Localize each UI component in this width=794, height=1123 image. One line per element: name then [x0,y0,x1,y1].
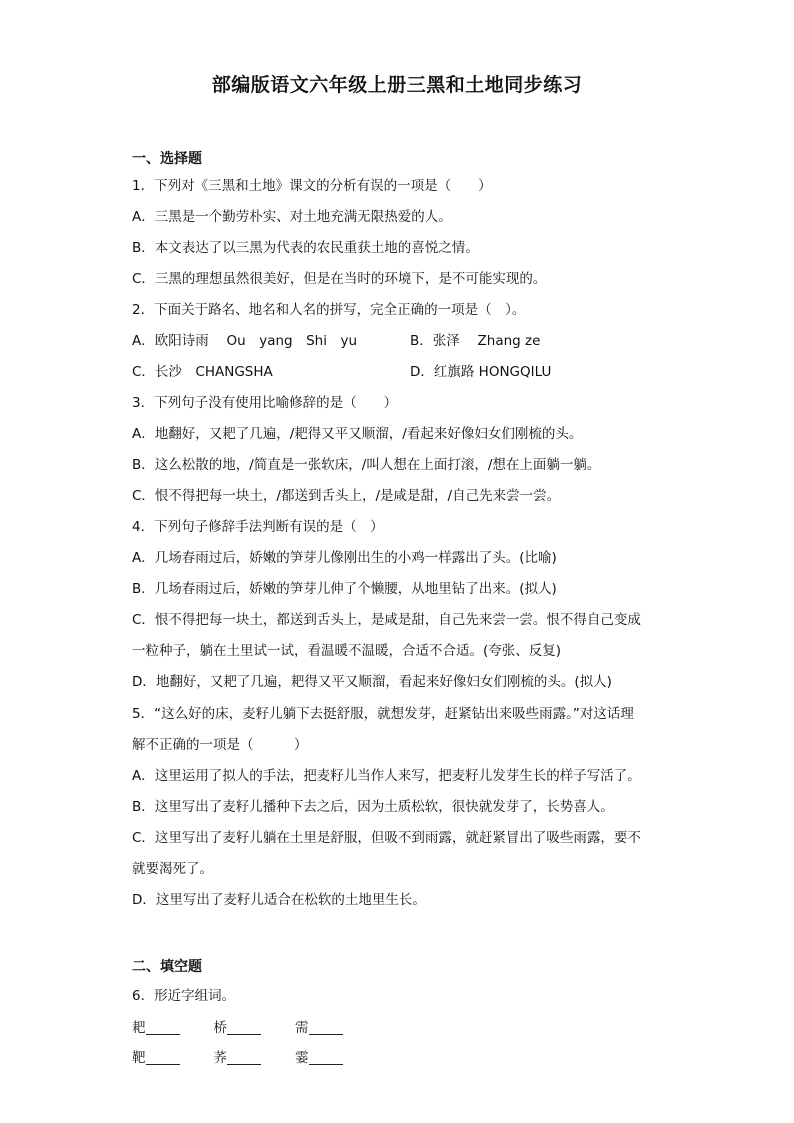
q6-char: 靶 [132,1050,146,1066]
q4-option-c-line2: 一粒种子，躺在土里试一试，看温暖不温暖，合适不合适。(夸张、反复) [132,643,562,659]
q3-option-b: B．这么松散的地，/简直是一张软床，/叫人想在上面打滚，/想在上面躺一躺。 [132,457,601,473]
q4-option-b: B．几场春雨过后，娇嫩的笋芽儿伸了个懒腰，从地里钻了出来。(拟人) [132,581,557,597]
q5-option-c-line2: 就要渴死了。 [132,861,213,877]
q6-char: 需 [295,1020,309,1036]
q1-stem: 1．下列对《三黑和土地》课文的分析有误的一项是（ ） [132,178,492,194]
q6-char: 霎 [295,1050,309,1066]
q2-option-d: D．红旗路 HONGQILU [410,364,552,380]
q5-option-d: D．这里写出了麦籽儿适合在松软的土地里生长。 [132,892,426,908]
q6-blank[interactable] [227,1050,261,1065]
q3-option-a: A．地翻好，又耙了几遍，/耙得又平又顺溜，/看起来好像妇女们刚梳的头。 [132,426,583,442]
q2-option-b: B．张泽 Zhang ze [410,333,541,349]
q4-option-a: A．几场春雨过后，娇嫩的笋芽儿像刚出生的小鸡一样露出了头。(比喻) [132,550,557,566]
q6-blank[interactable] [227,1020,261,1035]
q6-char: 荞 [213,1050,227,1066]
q4-stem: 4．下列句子修辞手法判断有误的是（ ） [132,519,384,535]
q6-row2 [132,1046,377,1066]
q6-blank[interactable] [146,1050,180,1065]
q6-char: 桥 [213,1020,227,1036]
q5-option-c-line1: C．这里写出了麦籽儿躺在土里是舒服，但吸不到雨露，就赶紧冒出了吸些雨露，要不 [132,830,641,846]
q6-char: 耙 [132,1020,146,1036]
q6-blank[interactable] [146,1020,180,1035]
q2-stem: 2．下面关于路名、地名和人名的拼写，完全正确的一项是（ ）。 [132,302,526,318]
page-title: 部编版语文六年级上册三黑和土地同步练习 [211,74,583,96]
section-choice-heading: 一、选择题 [132,151,202,167]
q5-option-b: B．这里写出了麦籽儿播种下去之后，因为土质松软，很快就发芽了，长势喜人。 [132,799,614,815]
q2-options-row2 [132,360,552,380]
q1-option-b: B．本文表达了以三黑为代表的农民重获土地的喜悦之情。 [132,240,479,256]
q3-option-c: C．恨不得把每一块土，/都送到舌头上，/是咸是甜，/自己先来尝一尝。 [132,488,561,504]
q4-option-c-line1: C．恨不得把每一块土，都送到舌头上，是咸是甜，自己先来尝一尝。恨不得自己变成 [132,612,641,628]
q2-options-row1 [132,329,541,349]
q1-option-a: A．三黑是一个勤劳朴实、对土地充满无限热爱的人。 [132,209,452,225]
q5-option-a: A．这里运用了拟人的手法，把麦籽儿当作人来写，把麦籽儿发芽生长的样子写活了。 [132,768,641,784]
q1-option-c: C．三黑的理想虽然很美好，但是在当时的环境下，是不可能实现的。 [132,271,547,287]
q2-option-c: C．长沙 CHANGSHA [132,364,273,380]
q5-stem-line1: 5．“这么好的床，麦籽儿躺下去挺舒服，就想发芽，赶紧钻出来吸些雨露。”对这话理 [132,706,634,722]
q6-blank[interactable] [309,1050,343,1065]
q6-blank[interactable] [309,1020,343,1035]
section-fill-heading: 二、填空题 [132,959,202,975]
q4-option-d: D．地翻好，又耙了几遍，耙得又平又顺溜，看起来好像妇女们刚梳的头。(拟人) [132,674,612,690]
q2-option-a: A．欧阳诗雨 Ou yang Shi yu [132,333,358,349]
q3-stem: 3．下列句子没有使用比喻修辞的是（ ） [132,395,398,411]
q5-stem-line2: 解不正确的一项是（ ） [132,737,308,753]
q6-row1 [132,1016,377,1036]
q6-stem: 6．形近字组词。 [132,988,236,1004]
